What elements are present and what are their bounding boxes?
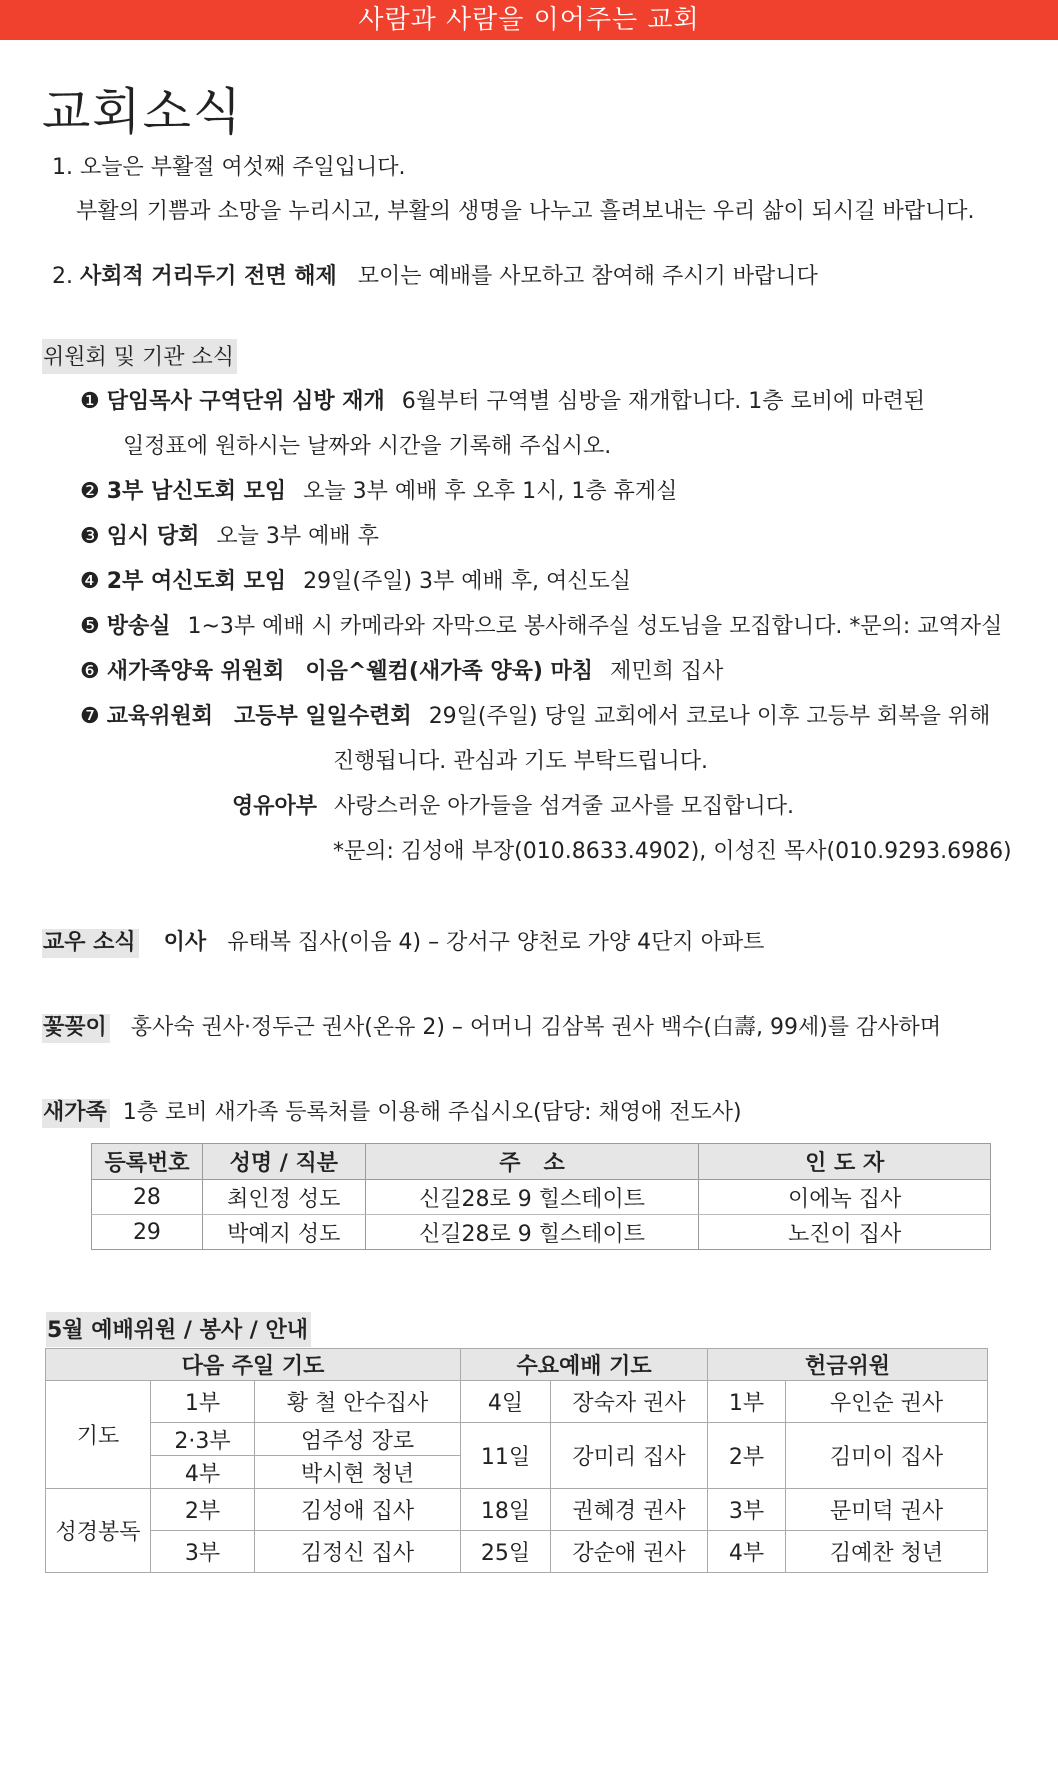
offering-part: 1부 [708, 1381, 786, 1423]
cell-guide: 이에녹 집사 [699, 1180, 991, 1215]
left-person: 엄주성 장로 [255, 1423, 461, 1456]
offering-part: 2부 [708, 1423, 786, 1489]
col-header-guide: 인 도 자 [699, 1144, 991, 1180]
left-part: 4부 [151, 1456, 255, 1489]
committee-item-5-title: 방송실 [106, 614, 171, 639]
committee-item-2-text: 오늘 3부 예배 후 오후 1시, 1층 휴게실 [303, 479, 678, 504]
news-item-2-heading: 사회적 거리두기 전면 해제 [80, 264, 337, 289]
col-header-address: 주 소 [365, 1144, 699, 1180]
news-item-2-num: 2. [52, 264, 73, 289]
wed-person: 권혜경 권사 [551, 1489, 708, 1531]
committee-item-1-text: 6월부터 구역별 심방을 재개합니다. 1층 로비에 마련된 [401, 389, 925, 414]
left-part: 2부 [151, 1489, 255, 1531]
marker-5: ❺ [80, 614, 100, 639]
left-part: 3부 [151, 1531, 255, 1573]
wed-person: 강순애 권사 [551, 1531, 708, 1573]
cell-name: 박예지 성도 [202, 1215, 365, 1250]
newfamily-table-header [92, 1144, 991, 1180]
marker-7: ❼ [80, 704, 100, 729]
flowers-text: 홍사숙 권사·정두근 권사(온유 2) – 어머니 김삼복 권사 백수(白壽, 99세)를 감사하며 [130, 1015, 942, 1040]
newfamily-header: 새가족 [42, 1099, 110, 1128]
committee-item-1-title: 담임목사 구역단위 심방 재개 [106, 389, 385, 414]
committee-item-1 [80, 384, 925, 415]
committee-item-2-title: 3부 남신도회 모임 [106, 479, 287, 504]
table-row [92, 1215, 991, 1250]
marker-2: ❷ [80, 479, 100, 504]
offering-person: 김미이 집사 [786, 1423, 988, 1489]
reading-label: 성경봉독 [46, 1489, 151, 1573]
wed-date: 18일 [461, 1489, 551, 1531]
left-part: 2·3부 [151, 1423, 255, 1456]
flowers-header: 꽃꽂이 [42, 1014, 110, 1043]
committee-item-4-title: 2부 여신도회 모임 [106, 569, 287, 594]
offering-part: 4부 [708, 1531, 786, 1573]
col-header-name: 성명 / 직분 [202, 1144, 365, 1180]
committee-item-7 [80, 699, 990, 730]
offering-person: 김예찬 청년 [786, 1531, 988, 1573]
newfamily-table [91, 1143, 991, 1250]
committee-header: 위원회 및 기관 소식 [42, 339, 237, 374]
news-item-2 [52, 259, 818, 290]
committee-item-3 [80, 519, 379, 550]
news-item-1-num: 1. [52, 155, 73, 180]
marker-3: ❸ [80, 524, 100, 549]
committee-sub-contact: *문의: 김성애 부장(010.8633.4902), 이성진 목사(010.9293.6986) [333, 839, 1012, 864]
committee-item-1-text2: 일정표에 원하시는 날짜와 시간을 기록해 주십시오. [123, 434, 612, 459]
members-header: 교우 소식 [42, 929, 139, 958]
committee-item-6-title2: 이음^웰컴(새가족 양육) 마침 [305, 659, 594, 684]
news-item-2-body: 모이는 예배를 사모하고 참여해 주시기 바랍니다 [357, 264, 818, 289]
committee-sub [232, 789, 794, 820]
flowers-news [42, 1010, 941, 1041]
news-item-1-body: 부활의 기쁨과 소망을 누리시고, 부활의 생명을 나누고 흘려보내는 우리 삶이 되시길 바랍니다. [76, 199, 975, 224]
offering-part: 3부 [708, 1489, 786, 1531]
cell-guide: 노진이 집사 [699, 1215, 991, 1250]
newfamily-text: 1층 로비 새가족 등록처를 이용해 주십시오(담당: 채영애 전도사) [122, 1100, 742, 1125]
wed-person: 장숙자 권사 [551, 1381, 708, 1423]
header-offering: 헌금위원 [708, 1349, 988, 1381]
cell-address: 신길28로 9 힐스테이트 [365, 1180, 699, 1215]
col-header-regno: 등록번호 [92, 1144, 203, 1180]
left-person: 김정신 집사 [255, 1531, 461, 1573]
prayer-label: 기도 [46, 1381, 151, 1489]
offering-person: 문미덕 권사 [786, 1489, 988, 1531]
service-header: 5월 예배위원 / 봉사 / 안내 [46, 1312, 311, 1347]
header-sunday-prayer: 다음 주일 기도 [46, 1349, 461, 1381]
left-person: 박시현 청년 [255, 1456, 461, 1489]
newfamily-news [42, 1095, 742, 1126]
left-part: 1부 [151, 1381, 255, 1423]
wed-date: 4일 [461, 1381, 551, 1423]
marker-4: ❹ [80, 569, 100, 594]
offering-person: 우인순 권사 [786, 1381, 988, 1423]
committee-item-6-text: 제민희 집사 [610, 659, 724, 684]
committee-item-3-text: 오늘 3부 예배 후 [216, 524, 379, 549]
news-item-1-heading: 오늘은 부활절 여섯째 주일입니다. [80, 155, 406, 180]
wed-person: 강미리 집사 [551, 1423, 708, 1489]
committee-item-4-text: 29일(주일) 3부 예배 후, 여신도실 [303, 569, 632, 594]
cell-regno: 29 [92, 1215, 203, 1250]
left-person: 김성애 집사 [255, 1489, 461, 1531]
members-label: 이사 [163, 930, 207, 955]
news-item-1 [52, 150, 406, 181]
service-table-header [46, 1349, 988, 1381]
committee-item-3-title: 임시 당회 [106, 524, 200, 549]
marker-1: ❶ [80, 389, 100, 414]
wed-date: 11일 [461, 1423, 551, 1489]
table-row [92, 1180, 991, 1215]
cell-name: 최인정 성도 [202, 1180, 365, 1215]
church-banner: 사람과 사람을 이어주는 교회 [0, 0, 1058, 40]
wed-date: 25일 [461, 1531, 551, 1573]
committee-item-4 [80, 564, 631, 595]
committee-item-5-text: 1~3부 예배 시 카메라와 자막으로 봉사해주실 성도님을 모집합니다. *문의: 교역자실 [187, 614, 1003, 639]
committee-item-7-text: 29일(주일) 당일 교회에서 코로나 이후 고등부 회복을 위해 [428, 704, 991, 729]
committee-item-6-title: 새가족양육 위원회 [106, 659, 285, 684]
committee-item-2 [80, 474, 677, 505]
members-text: 유태복 집사(이음 4) – 강서구 양천로 가양 4단지 아파트 [227, 930, 765, 955]
committee-item-7-title: 교육위원회 [106, 704, 213, 729]
committee-item-7-title2: 고등부 일일수련회 [234, 704, 412, 729]
page-title: 교회소식 [42, 83, 244, 141]
committee-item-7-text2: 진행됩니다. 관심과 기도 부탁드립니다. [333, 749, 708, 774]
cell-address: 신길28로 9 힐스테이트 [365, 1215, 699, 1250]
header-wednesday-prayer: 수요예배 기도 [461, 1349, 708, 1381]
committee-sub-title: 영유아부 [232, 794, 318, 819]
cell-regno: 28 [92, 1180, 203, 1215]
left-person: 황 철 안수집사 [255, 1381, 461, 1423]
committee-item-6 [80, 654, 723, 685]
members-news [42, 925, 764, 956]
committee-sub-text: 사랑스러운 아가들을 섬겨줄 교사를 모집합니다. [334, 794, 795, 819]
service-table [45, 1348, 988, 1573]
committee-item-5 [80, 609, 1002, 640]
marker-6: ❻ [80, 659, 100, 684]
